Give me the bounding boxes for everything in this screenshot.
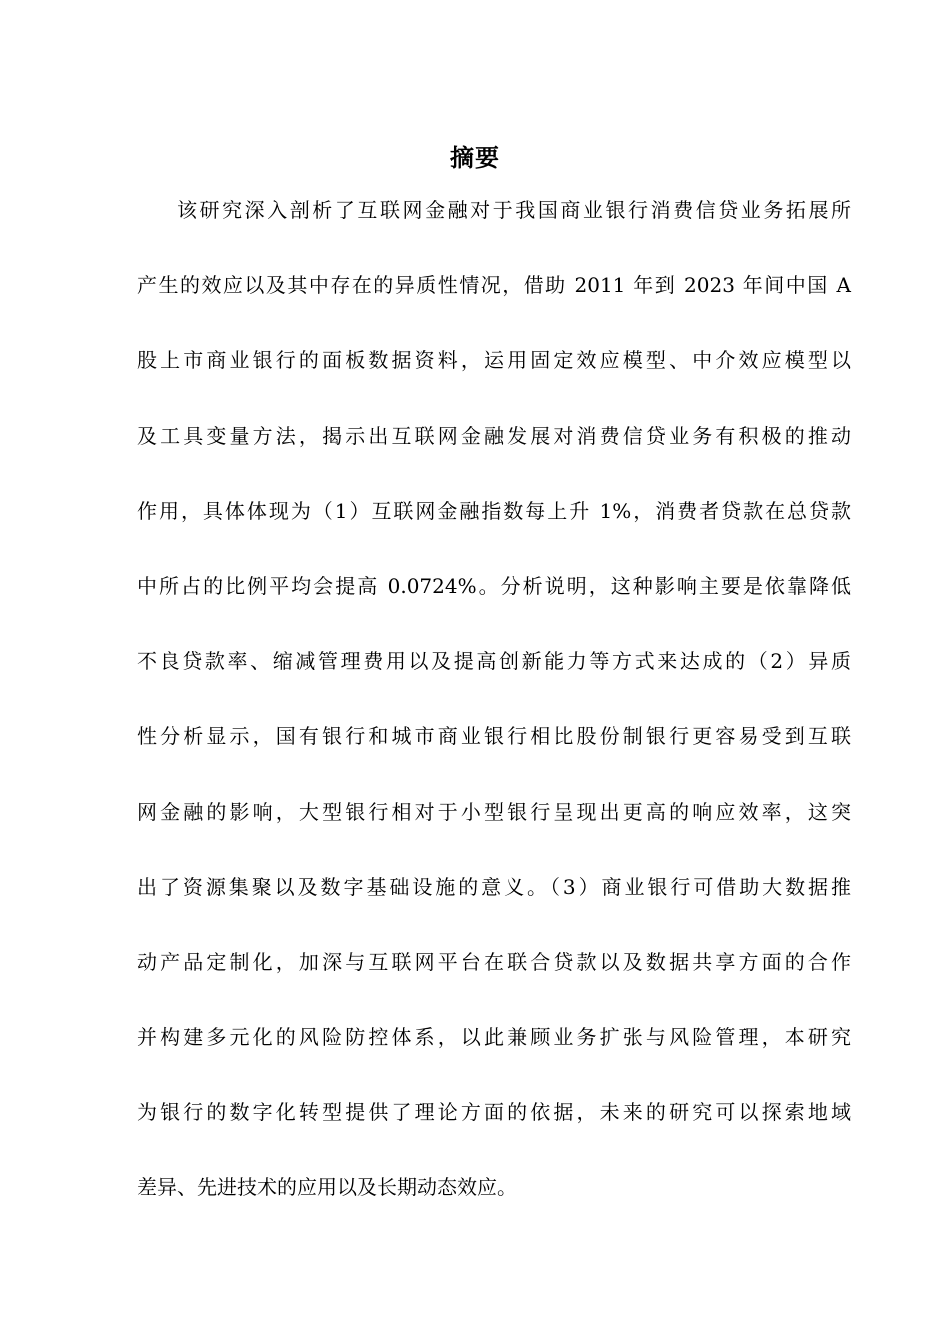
abstract-line-4: 及工具变量方法，揭示出互联网金融发展对消费信贷业务有积极的推动 [137, 423, 851, 448]
abstract-line-13: 为银行的数字化转型提供了理论方面的依据，未来的研究可以探索地域 [137, 1100, 851, 1125]
abstract-body [137, 192, 851, 1245]
abstract-line-9: 网金融的影响，大型银行相对于小型银行呈现出更高的响应效率，这突 [137, 799, 851, 824]
abstract-line-6: 中所占的比例平均会提高 0.0724%。分析说明，这种影响主要是依靠降低 [137, 573, 851, 598]
abstract-line-3: 股上市商业银行的面板数据资料，运用固定效应模型、中介效应模型以 [137, 348, 851, 373]
abstract-line-8: 性分析显示，国有银行和城市商业银行相比股份制银行更容易受到互联 [137, 724, 851, 749]
abstract-line-2: 产生的效应以及其中存在的异质性情况，借助 2011 年到 2023 年间中国 A [137, 273, 851, 298]
abstract-line-10: 出了资源集聚以及数字基础设施的意义。（3）商业银行可借助大数据推 [137, 874, 851, 899]
abstract-line-1: 该研究深入剖析了互联网金融对于我国商业银行消费信贷业务拓展所 [177, 198, 851, 222]
abstract-title: 摘要 [450, 144, 500, 172]
abstract-line-7: 不良贷款率、缩减管理费用以及提高创新能力等方式来达成的（2）异质 [137, 649, 851, 674]
abstract-line-14: 差异、先进技术的应用以及长期动态效应。 [137, 1175, 517, 1200]
abstract-line-12: 并构建多元化的风险防控体系，以此兼顾业务扩张与风险管理，本研究 [137, 1025, 851, 1050]
abstract-line-11: 动产品定制化，加深与互联网平台在联合贷款以及数据共享方面的合作 [137, 949, 851, 974]
abstract-line-5: 作用，具体体现为（1）互联网金融指数每上升 1%，消费者贷款在总贷款 [137, 498, 851, 523]
